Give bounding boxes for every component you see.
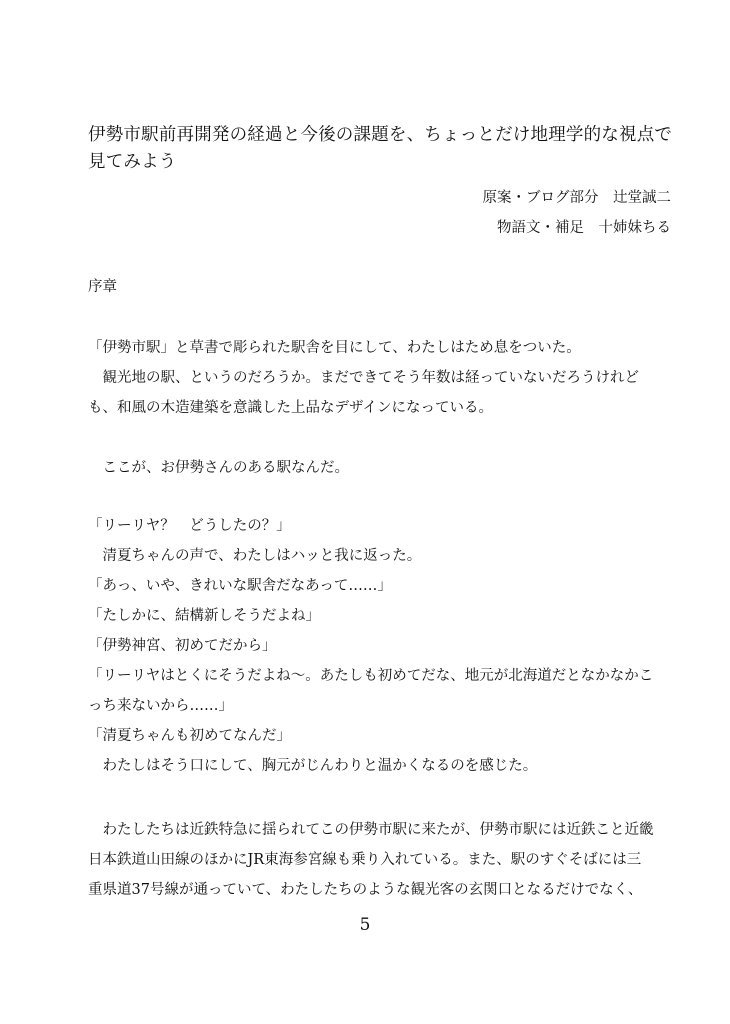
body-line: も、和風の木造建築を意識した上品なデザインになっている。 xyxy=(88,400,493,416)
credit-original: 原案・ブログ部分 辻堂誠二 xyxy=(482,190,671,206)
body-line: 重県道37号線が通っていて、わたしたちのような観光客の玄関口となるだけでなく、 xyxy=(88,882,643,898)
body-line: 「たしかに、結構新しそうだよね」 xyxy=(88,608,320,624)
body-line: 「リーリヤはとくにそうだよね～。あたしも初めてだな、地元が北海道だとなかなかこ xyxy=(88,668,654,684)
body-line: わたしたちは近鉄特急に揺られてこの伊勢市駅に来たが、伊勢市駅には近鉄こと近畿 xyxy=(88,822,654,838)
page-number: 5 xyxy=(359,915,371,935)
body-line: 「伊勢神宮、初めてだから」 xyxy=(88,638,277,654)
body-line: 「清夏ちゃんも初めてなんだ」 xyxy=(88,728,291,744)
body-line: 「リーリヤ？ どうしたの？」 xyxy=(88,518,291,534)
chapter-heading: 序章 xyxy=(88,279,117,295)
body-line: ここが、お伊勢さんのある駅なんだ。 xyxy=(88,460,349,476)
body-line: っち来ないから……」 xyxy=(88,698,233,714)
title-line-1: 伊勢市駅前再開発の経過と今後の課題を、ちょっとだけ地理学的な視点で xyxy=(88,125,673,145)
body-line: 「あっ、いや、きれいな駅舎だなあって……」 xyxy=(88,578,392,594)
title-line-2: 見てみよう xyxy=(88,152,177,172)
body-line: 清夏ちゃんの声で、わたしはハッと我に返った。 xyxy=(88,548,422,564)
body-line: 観光地の駅、というのだろうか。まだできてそう年数は経っていないだろうけれど xyxy=(88,370,639,386)
body-line: わたしはそう口にして、胸元がじんわりと温かくなるのを感じた。 xyxy=(88,758,538,774)
credit-story: 物語文・補足 十姉妹ちる xyxy=(497,220,671,236)
document-title xyxy=(88,122,678,176)
body-line: 日本鉄道山田線のほかにJR東海参宮線も乗り入れている。また、駅のすぐそばには三 xyxy=(88,852,642,868)
body-line: 「伊勢市駅」と草書で彫られた駅舎を目にして、わたしはため息をついた。 xyxy=(88,340,581,356)
